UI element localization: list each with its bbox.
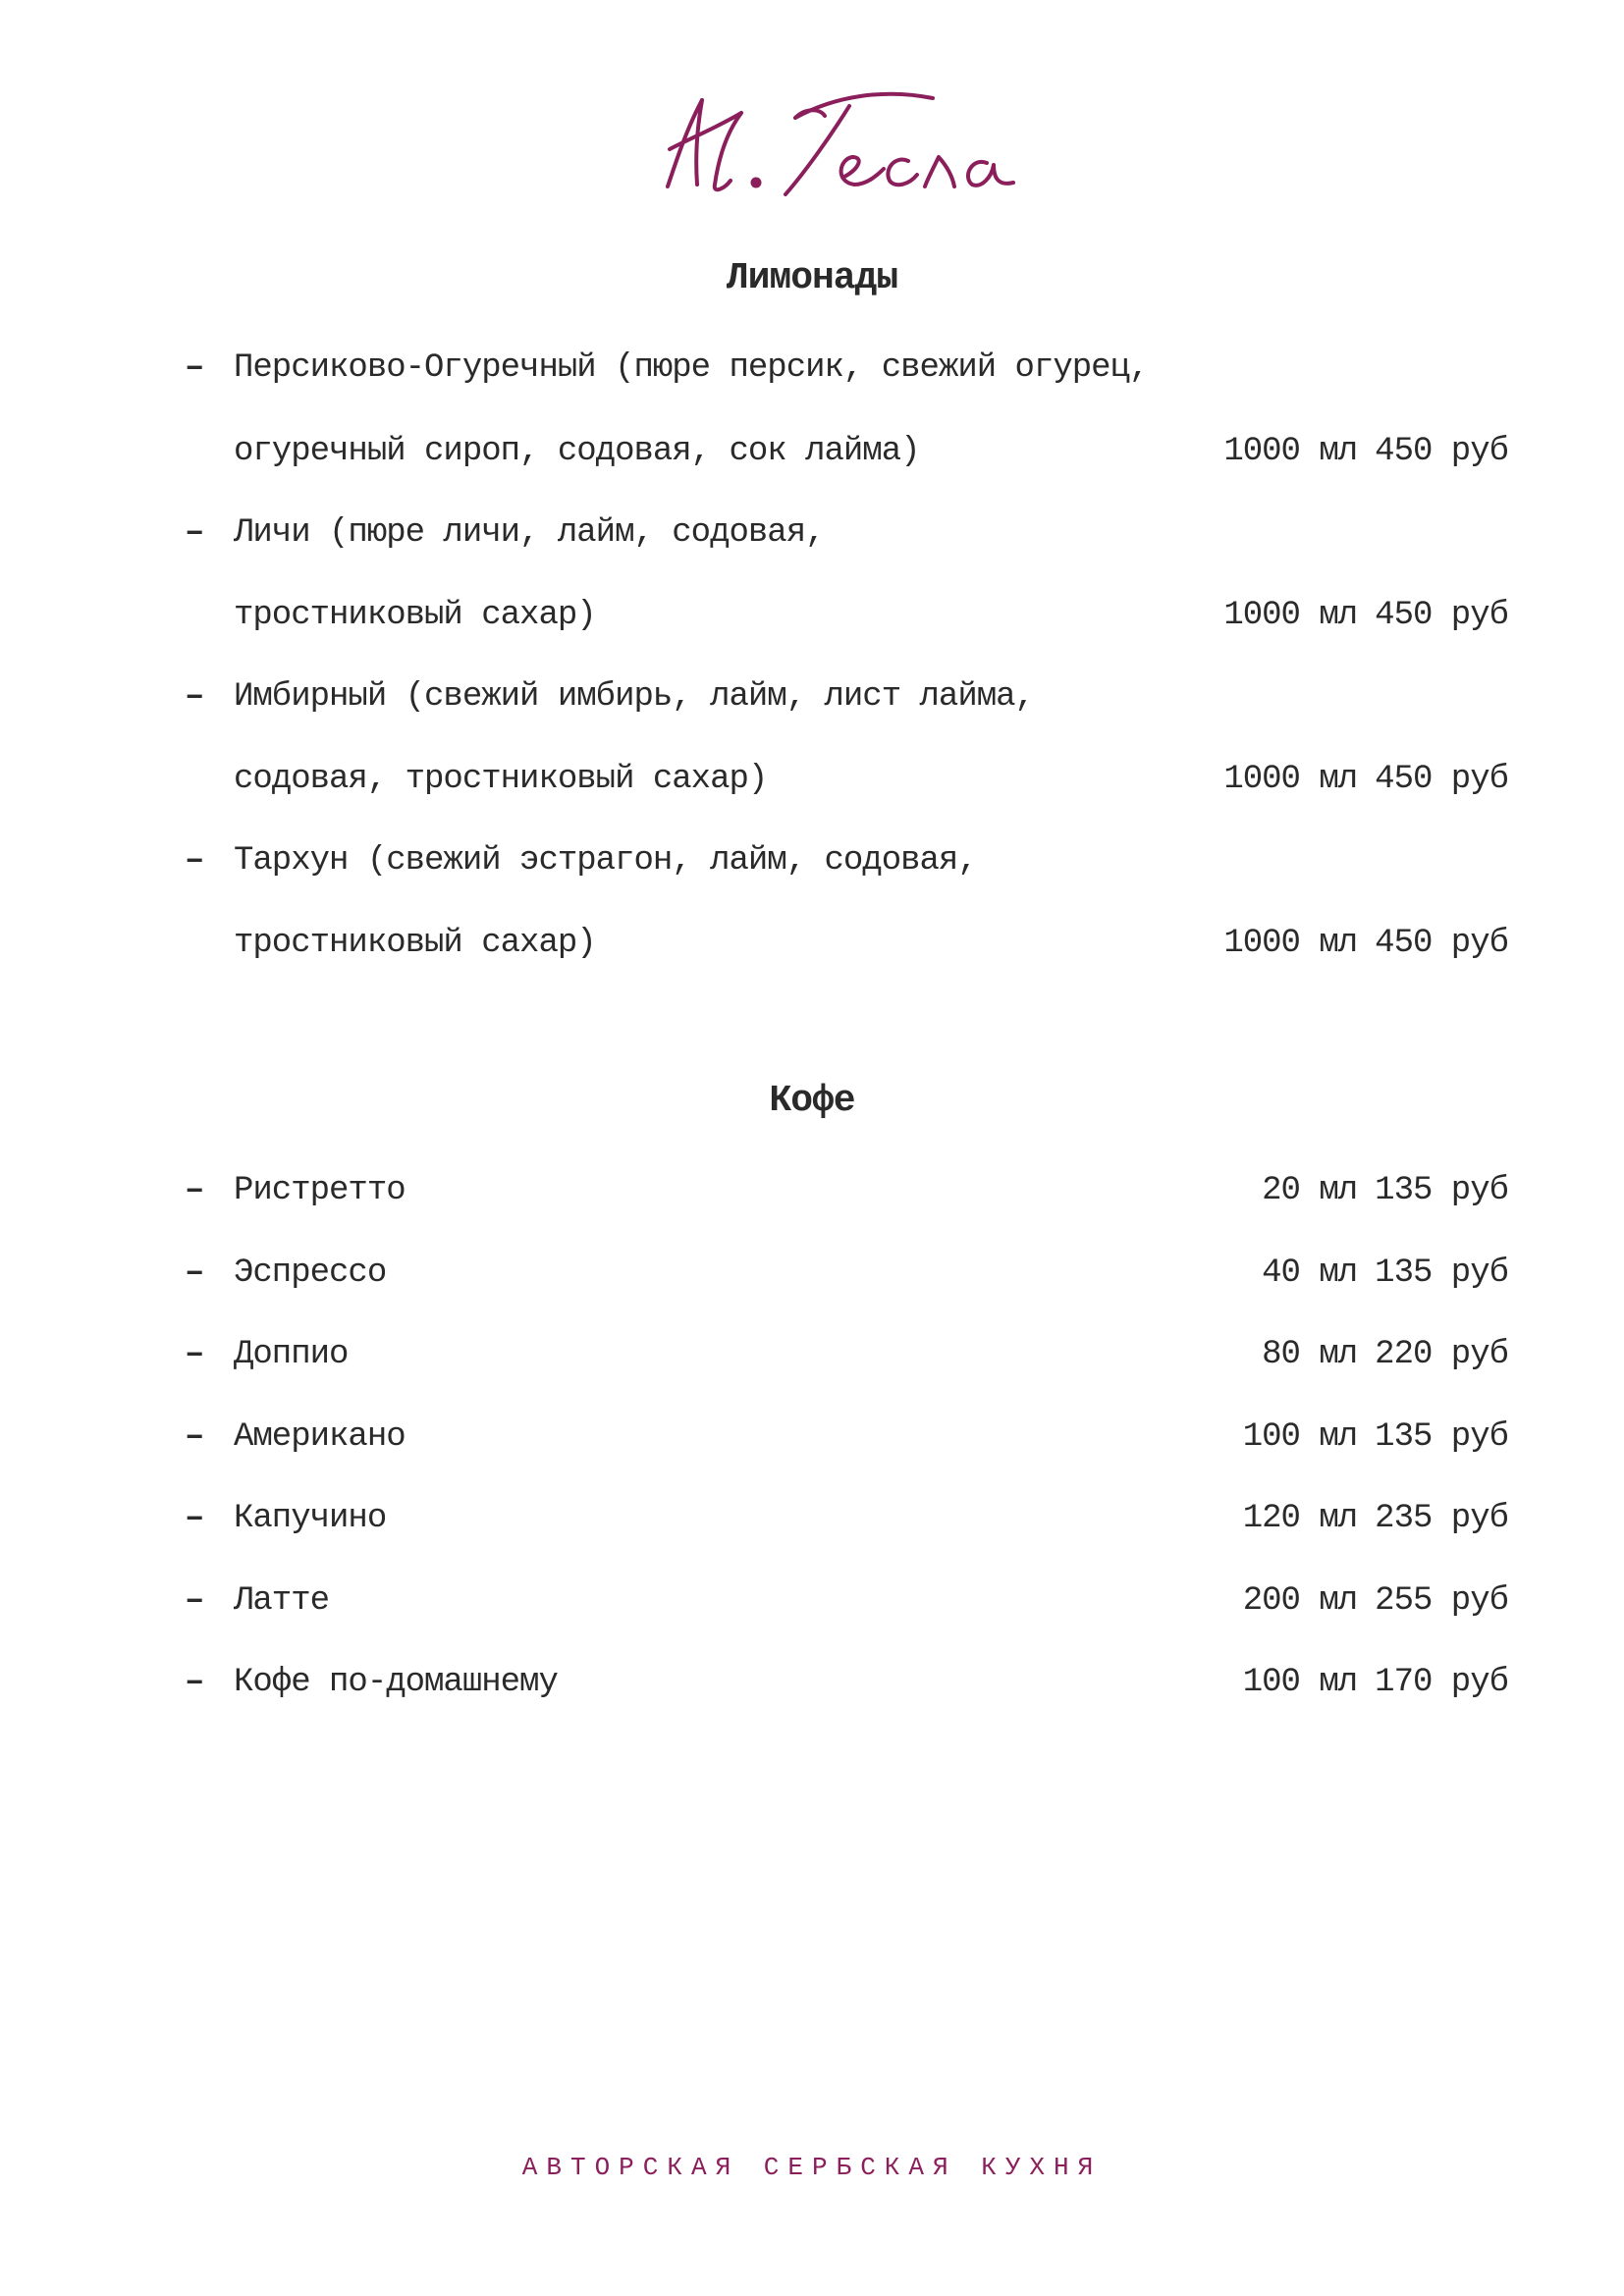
item-volume-price: [1262, 1325, 1508, 1384]
item-volume-price: [1243, 1408, 1508, 1467]
item-description: содовая, тростниковый сахар): [234, 761, 768, 798]
bullet-dash: –: [185, 1336, 204, 1373]
item-price: 135 руб: [1375, 1418, 1508, 1456]
list-item: [0, 831, 1624, 890]
bullet-dash: –: [185, 1664, 204, 1701]
item-name: Латте: [234, 1582, 330, 1620]
item-price: 135 руб: [1375, 1172, 1508, 1209]
item-price: 450 руб: [1375, 433, 1508, 470]
item-volume-price: [1262, 1161, 1508, 1220]
item-price: 255 руб: [1375, 1582, 1508, 1620]
list-item: [0, 1408, 1624, 1467]
list-item-continued: [0, 914, 1624, 973]
item-volume: 1000 мл: [1223, 433, 1358, 470]
item-volume-price: [1223, 750, 1508, 809]
item-price: 220 руб: [1375, 1336, 1508, 1373]
item-name: Эспрессо: [234, 1255, 387, 1292]
logo-signature: [648, 79, 1060, 206]
item-volume: 1000 мл: [1223, 761, 1358, 798]
bullet-dash: –: [185, 678, 204, 716]
list-item-continued: [0, 750, 1624, 809]
item-volume-price: [1262, 1244, 1508, 1303]
item-volume-price: [1223, 914, 1508, 973]
bullet-dash: –: [185, 1418, 204, 1456]
item-volume-price: [1243, 1653, 1508, 1712]
item-volume: 200 мл: [1242, 1582, 1358, 1620]
bullet-dash: –: [185, 842, 204, 880]
item-price: 450 руб: [1375, 925, 1508, 962]
item-volume: 100 мл: [1242, 1664, 1358, 1701]
bullet-dash: –: [185, 349, 204, 387]
item-volume-price: [1223, 586, 1508, 645]
item-price: 450 руб: [1375, 761, 1508, 798]
bullet-dash: –: [185, 1172, 204, 1209]
item-name: Ристретто: [234, 1172, 406, 1209]
list-item: [0, 1489, 1624, 1548]
item-description: тростниковый сахар): [234, 925, 596, 962]
list-item: [0, 339, 1624, 398]
list-item: [0, 1161, 1624, 1220]
item-volume: 100 мл: [1242, 1418, 1358, 1456]
item-volume-price: [1223, 422, 1508, 481]
bullet-dash: –: [185, 514, 204, 552]
item-description: огуречный сироп, содовая, сок лайма): [234, 433, 920, 470]
item-price: 135 руб: [1375, 1255, 1508, 1292]
bullet-dash: –: [185, 1500, 204, 1537]
list-item: [0, 1572, 1624, 1630]
item-description: Тархун (свежий эстрагон, лайм, содовая,: [234, 842, 977, 880]
item-volume: 80 мл: [1262, 1336, 1358, 1373]
item-price: 170 руб: [1375, 1664, 1508, 1701]
item-volume: 40 мл: [1262, 1255, 1358, 1292]
item-name: Капучино: [234, 1500, 387, 1537]
bullet-dash: –: [185, 1582, 204, 1620]
item-name: Кофе по-домашнему: [234, 1664, 558, 1701]
item-volume-price: [1243, 1572, 1508, 1630]
item-volume: 120 мл: [1242, 1500, 1358, 1537]
footer-tagline: АВТОРСКАЯ СЕРБСКАЯ КУХНЯ: [521, 2153, 1103, 2182]
item-price: 450 руб: [1375, 597, 1508, 634]
item-description: Личи (пюре личи, лайм, содовая,: [234, 514, 825, 552]
item-volume-price: [1243, 1489, 1508, 1548]
item-description: тростниковый сахар): [234, 597, 596, 634]
bullet-dash: –: [185, 1255, 204, 1292]
list-item: [0, 667, 1624, 726]
section-title-coffee: Кофе: [769, 1080, 855, 1122]
list-item: [0, 504, 1624, 562]
list-item-continued: [0, 422, 1624, 481]
item-name: Доппио: [234, 1336, 349, 1373]
item-volume: 1000 мл: [1223, 597, 1358, 634]
item-volume: 1000 мл: [1223, 925, 1358, 962]
item-price: 235 руб: [1375, 1500, 1508, 1537]
item-volume: 20 мл: [1262, 1172, 1358, 1209]
list-item: [0, 1244, 1624, 1303]
list-item: [0, 1653, 1624, 1712]
item-description: Персиково-Огуречный (пюре персик, свежий огурец,: [234, 349, 1149, 387]
section-title-lemonades: Лимонады: [726, 257, 898, 299]
item-description: Имбирный (свежий имбирь, лайм, лист лайма,: [234, 678, 1034, 716]
list-item: [0, 1325, 1624, 1384]
item-name: Американо: [234, 1418, 406, 1456]
list-item-continued: [0, 586, 1624, 645]
